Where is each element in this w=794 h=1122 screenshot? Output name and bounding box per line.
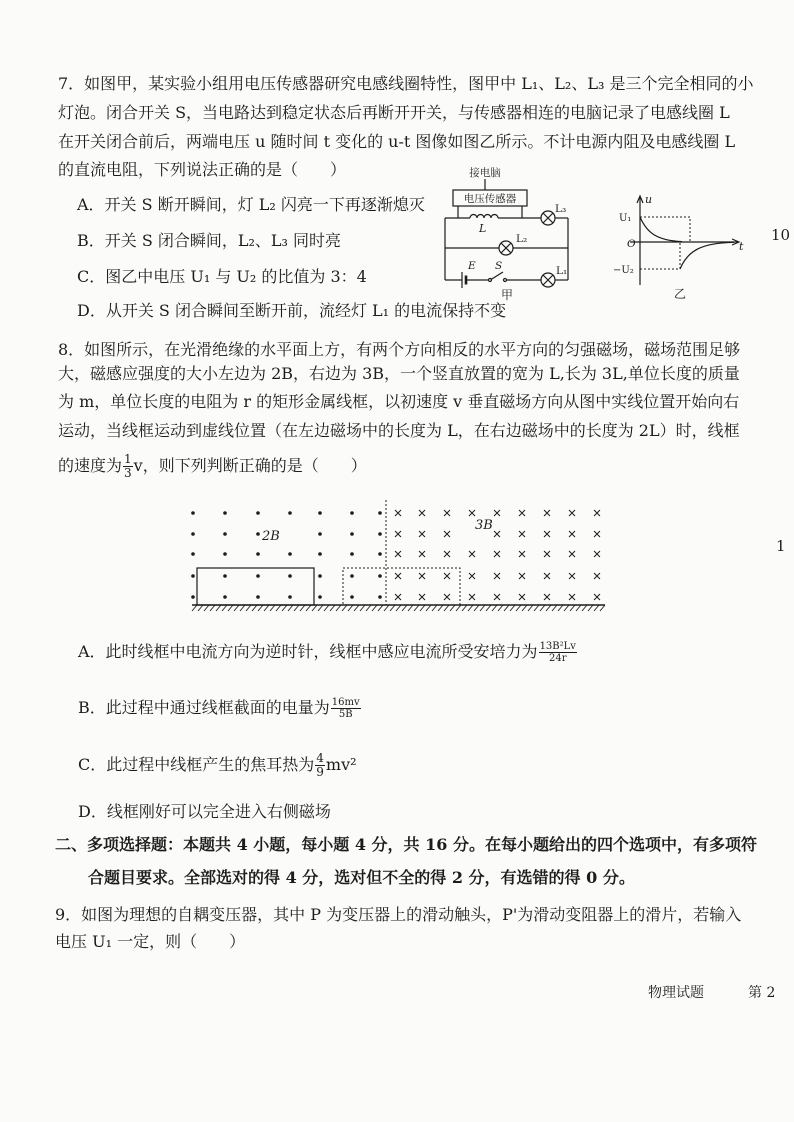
field-dot-out-of-page	[378, 595, 382, 599]
ground-hatch-mark	[402, 605, 407, 611]
figure-yi-caption: 乙	[673, 287, 687, 301]
fraction-denominator: 9	[316, 765, 324, 779]
lamp-l2-label: L₂	[516, 233, 528, 245]
q8-magnetic-field-figure	[185, 495, 610, 617]
ground-hatch-mark	[282, 605, 287, 611]
ground-hatch-mark	[234, 605, 239, 611]
ground-hatch-mark	[348, 605, 353, 611]
ground-hatch-mark	[498, 605, 503, 611]
field-cross-into-page	[544, 594, 550, 600]
fraction-numerator: 4	[316, 751, 324, 765]
ground-hatch-mark	[342, 605, 347, 611]
margin-mark-1: 10	[771, 226, 791, 244]
q8-stem-line-3: 为 m，单位长度的电阻为 r 的矩形金属线框，以初速度 v 垂直磁场方向从图中实线位置开始向右	[58, 392, 740, 411]
field-cross-into-page	[444, 510, 450, 516]
field-cross-into-page	[469, 573, 475, 579]
field-dot-out-of-page	[223, 595, 227, 599]
field-cross-into-page	[494, 531, 500, 537]
q7-option-a: A．开关 S 断开瞬间，灯 L₂ 闪亮一下再逐渐熄灭	[77, 195, 425, 214]
ground-hatch-mark	[492, 605, 497, 611]
field-cross-into-page	[419, 573, 425, 579]
field-dot-out-of-page	[288, 574, 292, 578]
ground-hatch-mark	[204, 605, 209, 611]
ground-hatch-mark	[438, 605, 443, 611]
q7-ut-graph	[610, 192, 745, 302]
q8-stem-line-1: 8．如图所示，在光滑绝缘的水平面上方，有两个方向相反的水平方向的匀强磁场，磁场范围足够	[58, 340, 741, 359]
u2-label: −U₂	[613, 265, 634, 276]
field-dot-out-of-page	[318, 552, 322, 556]
field-cross-into-page	[494, 551, 500, 557]
q8-stem-line-5	[58, 452, 367, 480]
ground-hatch-mark	[510, 605, 515, 611]
field-dot-out-of-page	[350, 574, 354, 578]
field-cross-into-page	[444, 573, 450, 579]
field-dot-out-of-page	[350, 511, 354, 515]
switch-symbol	[489, 272, 507, 282]
ground-hatch-mark	[270, 605, 275, 611]
section-2-line-2: 合题目要求。全部选对的得 4 分，选对但不全的得 2 分，有选错的得 0 分。	[88, 868, 635, 887]
ground-hatch-mark	[306, 605, 311, 611]
q8-option-b-text: B．此过程中通过线框截面的电量为	[78, 698, 330, 717]
ground-hatch-mark	[252, 605, 257, 611]
u2-guide-line	[640, 242, 680, 269]
field-cross-into-page	[444, 594, 450, 600]
ground-hatch-mark	[264, 605, 269, 611]
ground-hatch-mark	[396, 605, 401, 611]
ground-hatch-mark	[258, 605, 263, 611]
battery-label: E	[468, 260, 476, 272]
q8-option-a	[78, 638, 578, 666]
field-cross-into-page	[419, 551, 425, 557]
ground-hatch-mark	[384, 605, 389, 611]
q7-option-c: C．图乙中电压 U₁ 与 U₂ 的比值为 3：4	[77, 267, 367, 286]
lamp-l3-label: L₃	[555, 203, 567, 215]
velocity-fraction	[123, 453, 133, 480]
field-cross-into-page	[569, 594, 575, 600]
q7-option-d: D．从开关 S 闭合瞬间至断开前，流经灯 L₁ 的电流保持不变	[77, 301, 507, 320]
fraction-denominator: 5B	[338, 709, 353, 720]
q7-stem-line-3: 在开关闭合前后，两端电压 u 随时间 t 变化的 u-t 图像如图乙所示。不计电源内阻及电感线圈 L	[58, 132, 736, 151]
field-cross-into-page	[594, 551, 600, 557]
field-cross-into-page	[519, 551, 525, 557]
ground-hatch-mark	[576, 605, 581, 611]
field-dot-out-of-page	[318, 574, 322, 578]
inductor-coil	[470, 215, 498, 219]
q7-stem-line-4: 的直流电阻，下列说法正确的是（ ）	[58, 160, 347, 179]
field-cross-into-page	[419, 594, 425, 600]
ground-hatch-mark	[474, 605, 479, 611]
ground-hatch-mark	[336, 605, 341, 611]
field-dot-out-of-page	[223, 532, 227, 536]
ground-hatch-mark	[552, 605, 557, 611]
field-dot-out-of-page	[223, 552, 227, 556]
field-dot-out-of-page	[191, 574, 195, 578]
q9-stem-line-2: 电压 U₁ 一定，则（ ）	[55, 932, 246, 951]
q7-option-b: B．开关 S 闭合瞬间，L₂、L₃ 同时亮	[77, 231, 342, 250]
q8-option-c-after: mv²	[325, 755, 357, 774]
field-dot-out-of-page	[318, 595, 322, 599]
origin-label: O	[627, 238, 636, 250]
right-field-label: 3B	[475, 518, 493, 533]
field-cross-into-page	[419, 510, 425, 516]
ground-hatch-mark	[324, 605, 329, 611]
fraction-numerator: 16mv	[331, 697, 360, 708]
margin-mark-2: 1	[776, 537, 786, 555]
field-dot-out-of-page	[288, 595, 292, 599]
ground-hatch-mark	[372, 605, 377, 611]
q8-stem-line-2: 大，磁感应强度的大小左边为 2B，右边为 3B，一个竖直放置的宽为 L,长为 3L,单位长度的质量	[58, 364, 740, 383]
field-cross-into-page	[519, 510, 525, 516]
footer-subject: 物理试题	[648, 985, 704, 1001]
section-2-line-1: 二、多项选择题：本题共 4 小题，每小题 4 分，共 16 分。在每小题给出的四个选项中，有多项符	[55, 835, 757, 854]
left-field-label: 2B	[262, 529, 280, 544]
field-cross-into-page	[594, 573, 600, 579]
lamp-l1-label: L₁	[556, 265, 568, 277]
lamp-l2	[499, 241, 513, 255]
ground-hatch-mark	[570, 605, 575, 611]
inductor-label: L	[479, 222, 487, 235]
ground-hatch-mark	[300, 605, 305, 611]
lamp-l3	[541, 211, 555, 225]
fraction-numerator: 13B²Lv	[539, 641, 576, 652]
ground-hatch-mark	[588, 605, 593, 611]
ground-hatch-mark	[390, 605, 395, 611]
field-dot-out-of-page	[223, 511, 227, 515]
ground-hatch-mark	[288, 605, 293, 611]
q7-stem-line-1: 7．如图甲，某实验小组用电压传感器研究电感线圈特性，图甲中 L₁、L₂、L₃ 是三个完全相同的小	[58, 74, 754, 93]
ground-hatch-mark	[426, 605, 431, 611]
field-cross-into-page	[519, 531, 525, 537]
ground-hatch-mark	[504, 605, 509, 611]
ground-hatch-mark	[318, 605, 323, 611]
t-axis-label: t	[739, 240, 744, 253]
field-dot-out-of-page	[256, 574, 260, 578]
field-cross-into-page	[469, 551, 475, 557]
footer-page-number: 第 2	[748, 985, 776, 1001]
q8-option-a-text: A．此时线框中电流方向为逆时针，线框中感应电流所受安培力为	[78, 642, 538, 661]
q8-option-b	[78, 694, 362, 722]
ground-hatch-mark	[564, 605, 569, 611]
field-cross-into-page	[494, 594, 500, 600]
field-cross-into-page	[569, 551, 575, 557]
ground-hatch-mark	[540, 605, 545, 611]
frame-initial-position	[197, 568, 314, 605]
ground-hatch-mark	[216, 605, 221, 611]
field-cross-into-page	[594, 594, 600, 600]
ground-hatch-mark	[222, 605, 227, 611]
field-cross-into-page	[594, 531, 600, 537]
ground-hatch-mark	[558, 605, 563, 611]
field-cross-into-page	[444, 531, 450, 537]
ground-hatch-mark	[420, 605, 425, 611]
charge-fraction	[331, 697, 361, 720]
field-dot-out-of-page	[256, 532, 260, 536]
field-dot-out-of-page	[191, 511, 195, 515]
ground-hatch-mark	[294, 605, 299, 611]
q8-option-c	[78, 751, 357, 779]
field-cross-into-page	[519, 573, 525, 579]
field-cross-into-page	[594, 510, 600, 516]
u-axis-label: u	[645, 193, 653, 206]
voltage-sensor-label: 电压传感器	[463, 193, 517, 205]
ground-hatch-mark	[486, 605, 491, 611]
ground-hatch-mark	[444, 605, 449, 611]
lamp-l1	[541, 273, 555, 287]
field-dot-out-of-page	[288, 552, 292, 556]
ground-hatch-mark	[468, 605, 473, 611]
ground-hatch-mark	[522, 605, 527, 611]
field-dot-out-of-page	[256, 552, 260, 556]
field-dot-out-of-page	[350, 552, 354, 556]
field-cross-into-page	[469, 510, 475, 516]
field-cross-into-page	[395, 531, 401, 537]
field-dot-out-of-page	[223, 574, 227, 578]
field-dot-out-of-page	[378, 574, 382, 578]
field-cross-into-page	[419, 531, 425, 537]
field-dot-out-of-page	[191, 532, 195, 536]
field-marks	[191, 510, 600, 600]
field-dot-out-of-page	[378, 532, 382, 536]
ground-hatch-mark	[360, 605, 365, 611]
ground-hatch-mark	[228, 605, 233, 611]
q9-stem-line-1: 9．如图为理想的自耦变压器，其中 P 为变压器上的滑动触头，P'为滑动变阻器上的滑片，若输入	[55, 905, 742, 924]
closing-curve	[640, 217, 682, 242]
fraction-denominator: 3	[124, 466, 132, 480]
field-cross-into-page	[544, 573, 550, 579]
ground-hatch-mark	[414, 605, 419, 611]
field-cross-into-page	[395, 573, 401, 579]
ground-hatch-mark	[546, 605, 551, 611]
ground-hatch-mark	[450, 605, 455, 611]
field-dot-out-of-page	[256, 595, 260, 599]
ground-hatch-mark	[366, 605, 371, 611]
fraction-denominator: 24r	[548, 653, 567, 664]
q8-option-c-text: C．此过程中线框产生的焦耳热为	[78, 755, 315, 774]
ground-hatch-mark	[198, 605, 203, 611]
field-cross-into-page	[469, 594, 475, 600]
field-cross-into-page	[494, 573, 500, 579]
field-dot-out-of-page	[256, 511, 260, 515]
field-dot-out-of-page	[318, 511, 322, 515]
figure-jia-caption: 甲	[500, 288, 514, 302]
ground-hatch-mark	[210, 605, 215, 611]
ground-hatch-mark	[240, 605, 245, 611]
field-cross-into-page	[395, 551, 401, 557]
ground-hatch-mark	[516, 605, 521, 611]
heat-fraction	[315, 752, 325, 779]
field-dot-out-of-page	[350, 532, 354, 536]
battery-symbol	[462, 272, 466, 288]
q7-circuit-diagram	[432, 160, 582, 305]
computer-label: 接电脑	[469, 167, 501, 179]
ground-hatch-mark	[378, 605, 383, 611]
ground-hatch-mark	[600, 605, 605, 611]
q7-stem-line-2: 灯泡。闭合开关 S，当电路达到稳定状态后再断开开关，与传感器相连的电脑记录了电感线圈 L	[58, 103, 730, 122]
field-dot-out-of-page	[378, 552, 382, 556]
ground-hatch-mark	[276, 605, 281, 611]
field-cross-into-page	[569, 510, 575, 516]
ground-hatch-mark	[528, 605, 533, 611]
ground-hatch-mark	[456, 605, 461, 611]
frame-final-position	[343, 568, 460, 605]
field-cross-into-page	[544, 531, 550, 537]
q8-stem-line-4: 运动，当线框运动到虚线位置（在左边磁场中的长度为 L，在右边磁场中的长度为 2L）时，线框	[58, 421, 740, 440]
field-cross-into-page	[569, 531, 575, 537]
ground-hatch-mark	[582, 605, 587, 611]
fraction-numerator: 1	[124, 452, 132, 466]
opening-curve	[680, 242, 734, 269]
field-dot-out-of-page	[378, 511, 382, 515]
ampere-force-fraction	[539, 641, 577, 664]
field-dot-out-of-page	[288, 511, 292, 515]
q8-option-d: D．线框刚好可以完全进入右侧磁场	[78, 802, 331, 821]
field-cross-into-page	[519, 594, 525, 600]
field-cross-into-page	[544, 510, 550, 516]
field-dot-out-of-page	[350, 595, 354, 599]
ground-hatch-mark	[354, 605, 359, 611]
field-cross-into-page	[444, 551, 450, 557]
field-dot-out-of-page	[318, 532, 322, 536]
ground-hatch-mark	[408, 605, 413, 611]
ground-hatch-mark	[462, 605, 467, 611]
u1-label: U₁	[619, 213, 632, 224]
switch-label: S	[495, 260, 503, 272]
field-cross-into-page	[569, 573, 575, 579]
field-dot-out-of-page	[191, 595, 195, 599]
field-dot-out-of-page	[191, 552, 195, 556]
ground-hatch-mark	[432, 605, 437, 611]
ground-hatch-mark	[534, 605, 539, 611]
q8-stem-after: v，则下列判断正确的是（ ）	[133, 456, 367, 475]
field-cross-into-page	[544, 551, 550, 557]
ground-hatch-mark	[246, 605, 251, 611]
ground-hatch-mark	[192, 605, 197, 611]
q8-stem-before: 的速度为	[58, 456, 123, 475]
field-cross-into-page	[395, 510, 401, 516]
ground-hatch-mark	[312, 605, 317, 611]
ground-hatch-mark	[480, 605, 485, 611]
ground-hatch-mark	[330, 605, 335, 611]
field-cross-into-page	[494, 510, 500, 516]
field-cross-into-page	[395, 594, 401, 600]
ground-hatching	[192, 605, 605, 611]
ground-hatch-mark	[594, 605, 599, 611]
